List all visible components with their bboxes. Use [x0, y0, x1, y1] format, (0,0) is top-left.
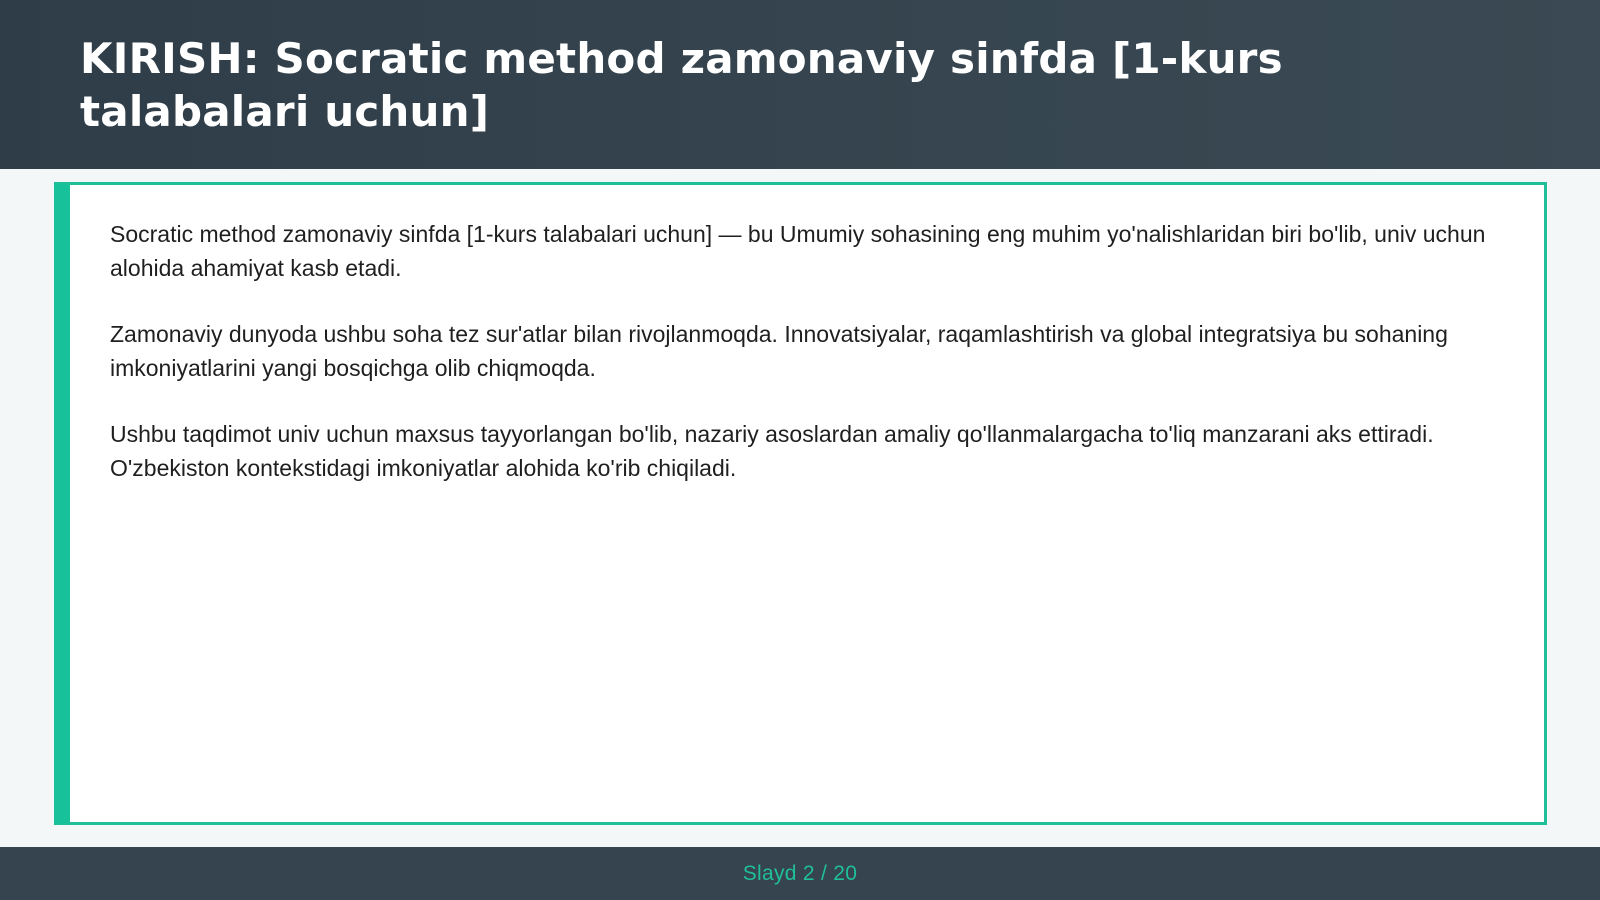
content-paragraph-3: Ushbu taqdimot univ uchun maxsus tayyorlangan bo'lib, nazariy asoslardan amaliy qo'llanmalargacha to'liq manzarani aks ettiradi. O'zbekiston kontekstidagi imkoniyatlar alohida ko'rib chiqiladi. [110, 421, 1434, 481]
slide-header [0, 0, 1600, 169]
content-card [54, 182, 1547, 825]
content-paragraph-2: Zamonaviy dunyoda ushbu soha tez sur'atlar bilan rivojlanmoqda. Innovatsiyalar, raqamlashtirish va global integratsiya bu sohaning imkoniyatlarini yangi bosqichga olib chiqmoqda. [110, 321, 1448, 381]
slide-counter: Slayd 2 / 20 [742, 861, 858, 885]
slide-footer [0, 847, 1600, 900]
content-paragraph-1: Socratic method zamonaviy sinfda [1-kurs talabalari uchun] — bu Umumiy sohasining eng muhim yo'nalishlaridan biri bo'lib, univ uchun alohida ahamiyat kasb etadi. [110, 221, 1486, 281]
slide-title: KIRISH: Socratic method zamonaviy sinfda [1-kurs talabalari uchun] [80, 34, 1283, 136]
